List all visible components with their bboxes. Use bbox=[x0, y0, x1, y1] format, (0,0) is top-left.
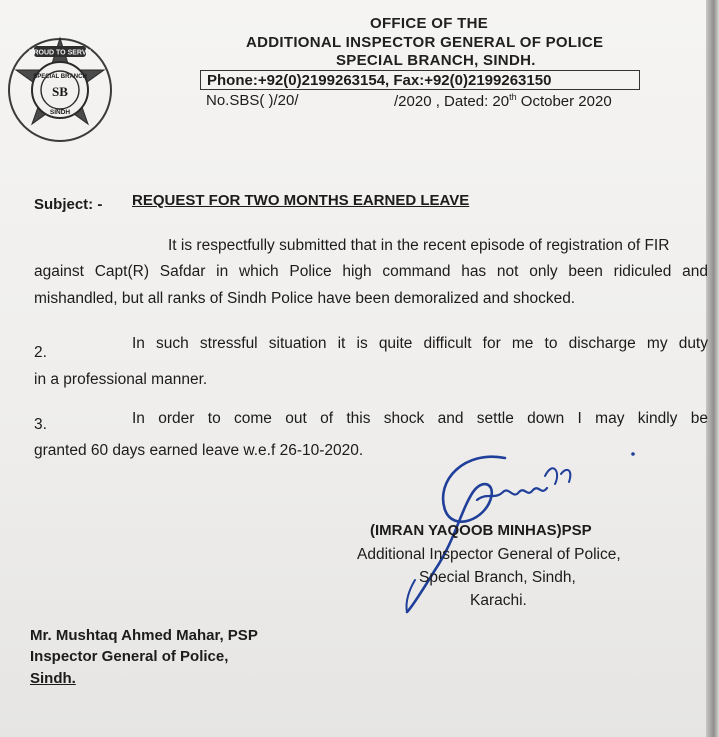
seal-monogram: SB bbox=[52, 84, 68, 99]
seal-middle-text: SPECIAL BRANCH bbox=[33, 74, 87, 80]
page-edge-shadow bbox=[706, 0, 719, 737]
subject-title: REQUEST FOR TWO MONTHS EARNED LEAVE bbox=[132, 192, 470, 209]
subject-label: Subject: - bbox=[34, 196, 103, 213]
header-office-line: OFFICE OF THE bbox=[370, 15, 489, 32]
recipient-name: Mr. Mushtaq Ahmed Mahar, PSP bbox=[30, 627, 258, 644]
paragraph-2-number: 2. bbox=[34, 344, 47, 361]
paragraph-1-line-1: It is respectfully submitted that in the recent episode of registration of FIR bbox=[168, 237, 670, 254]
paragraph-1-line-3: mishandled, but all ranks of Sindh Police have been demoralized and shocked. bbox=[34, 290, 576, 307]
header-title: ADDITIONAL INSPECTOR GENERAL OF POLICE bbox=[246, 34, 604, 51]
signatory-office: Special Branch, Sindh, bbox=[419, 569, 576, 586]
paragraph-2-line-1: In such stressful situation it is quite difficult for me to discharge my duty bbox=[132, 335, 708, 352]
recipient-title: Inspector General of Police, bbox=[30, 648, 229, 665]
paragraph-2-line-2: in a professional manner. bbox=[34, 371, 208, 388]
seal-top-text: PROUD TO SERVE bbox=[28, 49, 92, 57]
paragraph-3-line-2: granted 60 days earned leave w.e.f 26-10-2020. bbox=[34, 442, 364, 459]
recipient-place: Sindh. bbox=[30, 670, 76, 687]
signatory-city: Karachi. bbox=[470, 592, 527, 609]
reference-date: /2020 , Dated: 20th October 2020 bbox=[394, 92, 612, 110]
paragraph-1-line-2: against Capt(R) Safdar in which Police high command has not only been ridiculed and bbox=[34, 263, 708, 280]
header-contact-box: Phone:+92(0)2199263154, Fax:+92(0)2199263150 bbox=[200, 70, 640, 90]
header-branch: SPECIAL BRANCH, SINDH. bbox=[336, 52, 536, 69]
paragraph-3-line-1: In order to come out of this shock and settle down I may kindly be bbox=[132, 410, 708, 427]
paragraph-3-number: 3. bbox=[34, 416, 47, 433]
seal-bottom-text: SINDH bbox=[49, 109, 71, 116]
signatory-title: Additional Inspector General of Police, bbox=[357, 546, 621, 563]
special-branch-seal-logo bbox=[4, 34, 116, 146]
signatory-name: (IMRAN YAQOOB MINHAS)PSP bbox=[370, 522, 592, 539]
reference-number: No.SBS( )/20/ bbox=[206, 92, 299, 109]
